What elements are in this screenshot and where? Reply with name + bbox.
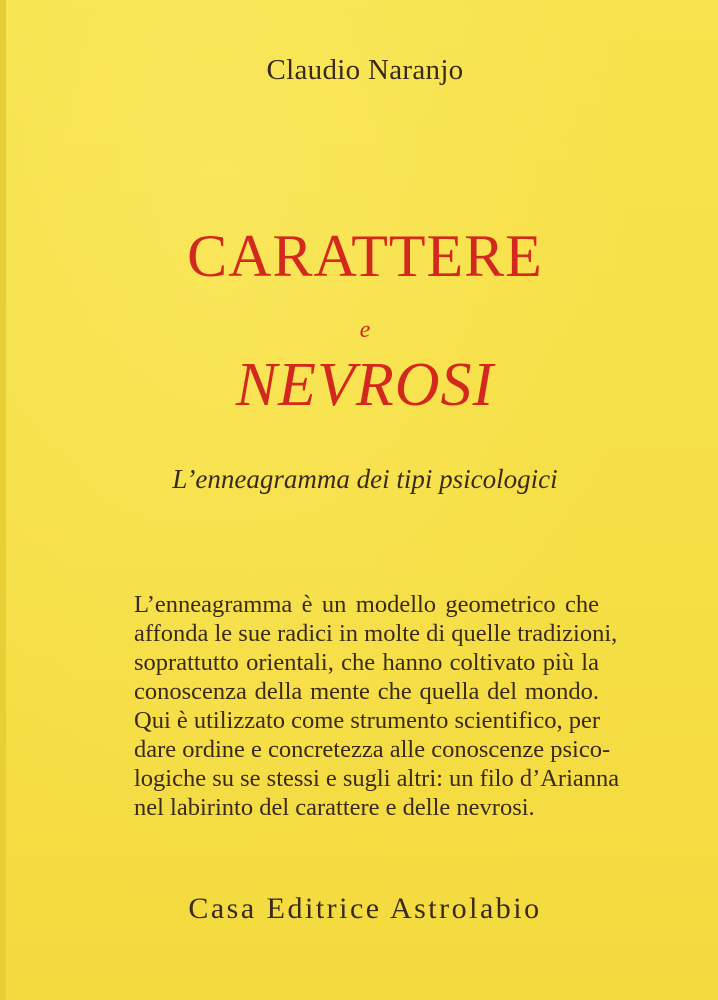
subtitle: L’enneagramma dei tipi psicologici [172,464,558,494]
publisher-name: Casa Editrice Astrolabio [188,892,542,925]
blurb-line: logiche su se stessi e sugli altri: un filo d’Arianna [134,765,620,792]
blurb-paragraph [134,590,620,822]
blurb-line: soprattutto orientali, che hanno coltivato più la [134,649,599,676]
title-main: CARATTERE [187,223,543,289]
blurb-line: Qui è utilizzato come strumento scientifico, per [134,707,601,734]
blurb-line: affonda le sue radici in molte di quelle tradizioni, [134,620,618,647]
title-conjunction: e [359,317,371,343]
title-second: NEVROSI [235,351,495,419]
blurb-line: L’enneagramma è un modello geometrico che [134,591,599,618]
blurb-line: conoscenza della mente che quella del mondo. [134,678,599,705]
blurb-line: dare ordine e concretezza alle conoscenze psico- [134,736,611,763]
blurb-line: nel labirinto del carattere e delle nevrosi. [134,794,535,821]
author-name: Claudio Naranjo [266,54,464,86]
